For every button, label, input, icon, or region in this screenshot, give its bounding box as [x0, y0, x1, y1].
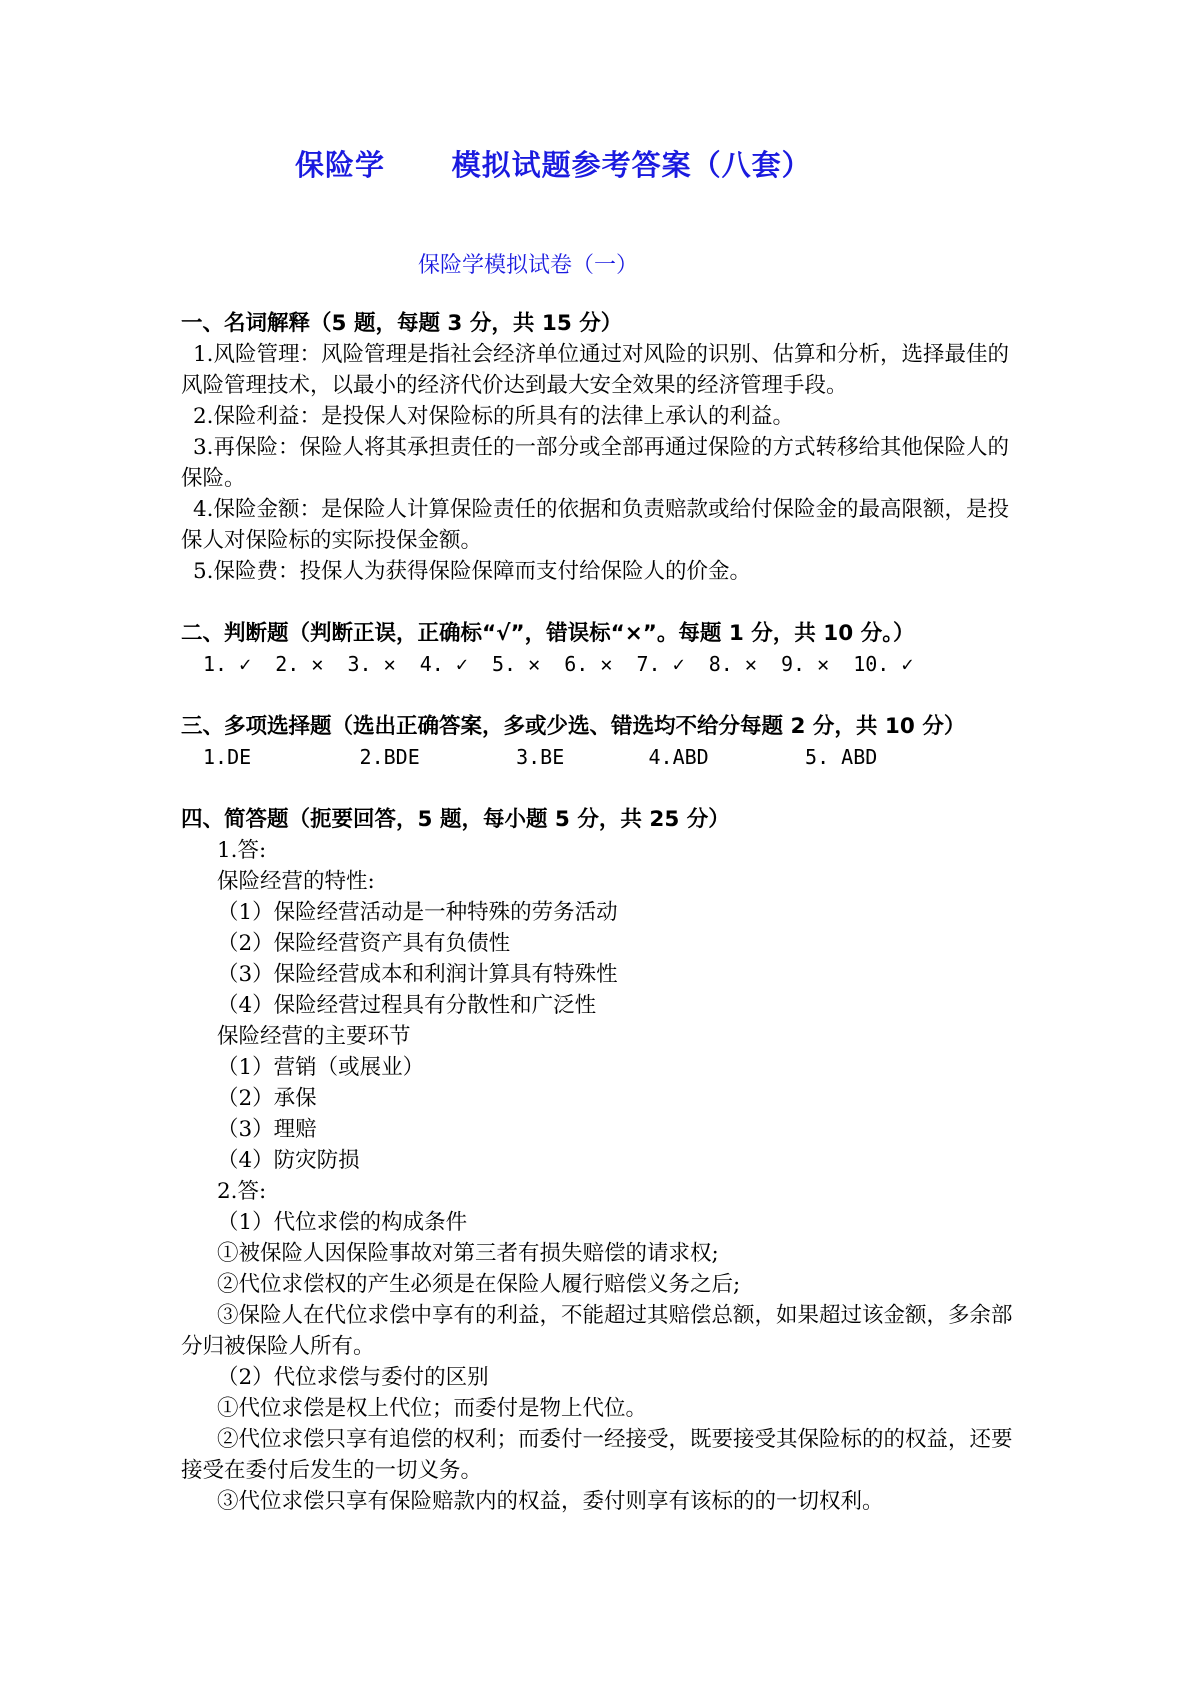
answer-label-2: 2.答:	[217, 1179, 267, 1204]
document-title: 保险学 模拟试题参考答案（八套）	[295, 148, 812, 182]
exam-subtitle: 保险学模拟试卷（一）	[418, 253, 639, 278]
true-false-answers: 1. ✓ 2. ✕ 3. ✕ 4. ✓ 5. ✕ 6. ✕ 7. ✓ 8. ✕ 9. ✕ 10. ✓	[203, 652, 914, 676]
answer-line: （3）理赔	[217, 1117, 317, 1142]
answer-line: （1）代位求偿的构成条件	[217, 1210, 468, 1235]
answer-line: （1）营销（或展业）	[217, 1055, 425, 1080]
answer-line: 保险经营的特性:	[217, 869, 375, 894]
term-item: 2.保险利益：是投保人对保险标的所具有的法律上承认的利益。	[193, 404, 795, 429]
answer-line: ②代位求偿只享有追偿的权利；而委付一经接受，既要接受其保险标的的权益，还要接受在委付后发生的一切义务。	[181, 1427, 1013, 1483]
section-heading-multiple-choice: 三、多项选择题（选出正确答案，多或少选、错选均不给分每题 2 分，共 10 分）	[181, 714, 966, 739]
answer-line: ②代位求偿权的产生必须是在保险人履行赔偿义务之后;	[217, 1272, 741, 1297]
term-item: 3.再保险：保险人将其承担责任的一部分或全部再通过保险的方式转移给其他保险人的保险。	[181, 435, 1010, 491]
term-item: 4.保险金额：是保险人计算保险责任的依据和负责赔款或给付保险金的最高限额，是投保人对保险标的实际投保金额。	[181, 497, 1010, 553]
answer-line: （4）防灾防损	[217, 1148, 360, 1173]
answer-line: （4）保险经营过程具有分散性和广泛性	[217, 993, 597, 1018]
answer-line: 保险经营的主要环节	[217, 1024, 411, 1049]
answer-line: ①被保险人因保险事故对第三者有损失赔偿的请求权;	[217, 1241, 719, 1266]
section-heading-short-answer: 四、简答题（扼要回答，5 题，每小题 5 分，共 25 分）	[181, 807, 730, 832]
term-item: 1.风险管理：风险管理是指社会经济单位通过对风险的识别、估算和分析，选择最佳的风险管理技术，以最小的经济代价达到最大安全效果的经济管理手段。	[181, 342, 1010, 398]
term-item: 5.保险费：投保人为获得保险保障而支付给保险人的价金。	[193, 559, 752, 584]
section-heading-terms: 一、名词解释（5 题，每题 3 分，共 15 分）	[181, 311, 623, 336]
answer-line: （2）代位求偿与委付的区别	[217, 1365, 489, 1390]
answer-label-1: 1.答:	[217, 838, 267, 863]
answer-line: （2）承保	[217, 1086, 317, 1111]
answer-line: （3）保险经营成本和利润计算具有特殊性	[217, 962, 618, 987]
answer-line: ①代位求偿是权上代位；而委付是物上代位。	[217, 1396, 648, 1421]
multiple-choice-answers: 1.DE 2.BDE 3.BE 4.ABD 5. ABD	[203, 745, 878, 769]
section-heading-true-false: 二、判断题（判断正误，正确标“√”，错误标“×”。每题 1 分，共 10 分。）	[181, 621, 915, 646]
spacer	[181, 680, 1016, 711]
answer-line: ③代位求偿只享有保险赔款内的权益，委付则享有该标的的一切权利。	[217, 1489, 884, 1514]
spacer	[181, 587, 1016, 618]
answer-line: （2）保险经营资产具有负债性	[217, 931, 511, 956]
document-body	[181, 308, 1016, 1517]
spacer	[181, 773, 1016, 804]
answer-line: ③保险人在代位求偿中享有的利益，不能超过其赔偿总额，如果超过该金额，多余部分归被保险人所有。	[181, 1303, 1013, 1359]
answer-line: （1）保险经营活动是一种特殊的劳务活动	[217, 900, 618, 925]
